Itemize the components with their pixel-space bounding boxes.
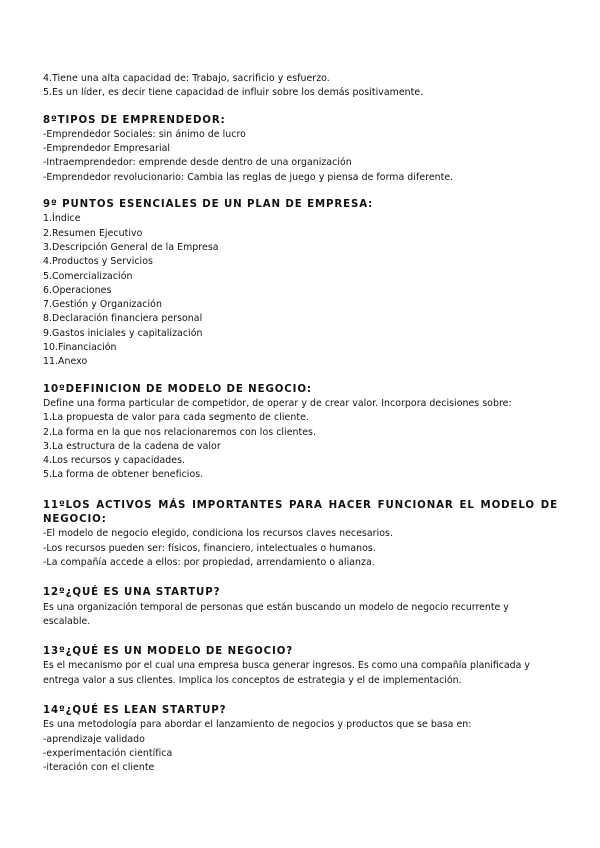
- section-9-title: 9º PUNTOS ESENCIALES DE UN PLAN DE EMPRESA:: [43, 199, 374, 211]
- list-item: 1.Índice: [43, 213, 81, 225]
- section-11-title: 11ºLOS ACTIVOS MÁS IMPORTANTES PARA HACER FUNCIONAR EL MODELO DE NEGOCIO:: [43, 499, 558, 526]
- list-item: -iteración con el cliente: [43, 762, 155, 774]
- intro-line: 4.Tiene una alta capacidad de: Trabajo, sacrificio y esfuerzo.: [43, 73, 330, 84]
- list-item: 4.Productos y Servicios: [43, 256, 153, 268]
- section-10-title: 10ºDEFINICION DE MODELO DE NEGOCIO:: [43, 383, 312, 395]
- section-12-text: Es una organización temporal de personas que están buscando un modelo de negocio recurrente y escalable.: [43, 601, 509, 627]
- list-item: 10.Financiación: [43, 342, 117, 354]
- list-item: 7.Gestión y Organización: [43, 299, 162, 311]
- list-item: Es una metodología para abordar el lanzamiento de negocios y productos que se basa en:: [43, 719, 472, 731]
- list-item: 2.La forma en la que nos relacionaremos con los clientes.: [43, 426, 317, 438]
- section-8-title: 8ºTIPOS DE EMPRENDEDOR:: [43, 114, 226, 126]
- section-14-title: 14º¿QUÉ ES LEAN STARTUP?: [43, 704, 227, 716]
- list-item: -La compañía accede a ellos: por propiedad, arrendamiento o alianza.: [43, 556, 375, 568]
- list-item: 5.Comercialización: [43, 270, 133, 282]
- list-item: 8.Declaración financiera personal: [43, 313, 203, 325]
- list-item: 9.Gastos iniciales y capitalización: [43, 327, 203, 339]
- list-item: -experimentación científica: [43, 747, 173, 759]
- list-item: 3.La estructura de la cadena de valor: [43, 440, 221, 452]
- list-item: -Emprendedor revolucionario: Cambia las reglas de juego y piensa de forma diferente.: [43, 171, 454, 183]
- section-13-text: Es el mecanismo por el cual una empresa busca generar ingresos. Es como una compañía planificada y entrega valor a sus clientes. Implica los conceptos de estrategia y el de implementación.: [43, 660, 530, 686]
- list-item: 1.La propuesta de valor para cada segmento de cliente.: [43, 412, 309, 424]
- section-13-title: 13º¿QUÉ ES UN MODELO DE NEGOCIO?: [43, 646, 294, 658]
- list-item: 4.Los recursos y capacidades.: [43, 455, 186, 467]
- document-content: [43, 72, 558, 775]
- section-12-title: 12º¿QUÉ ES UNA STARTUP?: [43, 587, 221, 599]
- list-item: -El modelo de negocio elegido, condiciona los recursos claves necesarios.: [43, 528, 393, 540]
- list-item: Define una forma particular de competidor, de operar y de crear valor. Incorpora decisiones sobre:: [43, 397, 512, 409]
- intro-line: 5.Es un líder, es decir tiene capacidad de influir sobre los demás positivamente.: [43, 87, 424, 99]
- list-item: 2.Resumen Ejecutivo: [43, 227, 143, 239]
- list-item: 6.Operaciones: [43, 284, 112, 296]
- list-item: 11.Anexo: [43, 356, 88, 368]
- list-item: 3.Descripción General de la Empresa: [43, 241, 219, 253]
- list-item: -Intraemprendedor: emprende desde dentro de una organización: [43, 157, 352, 169]
- list-item: -Emprendedor Sociales: sin ánimo de lucro: [43, 128, 246, 140]
- list-item: -Emprendedor Empresarial: [43, 143, 171, 155]
- list-item: -aprendizaje validado: [43, 733, 145, 745]
- list-item: 5.La forma de obtener beneficios.: [43, 469, 204, 481]
- list-item: -Los recursos pueden ser: físicos, financiero, intelectuales o humanos.: [43, 542, 376, 554]
